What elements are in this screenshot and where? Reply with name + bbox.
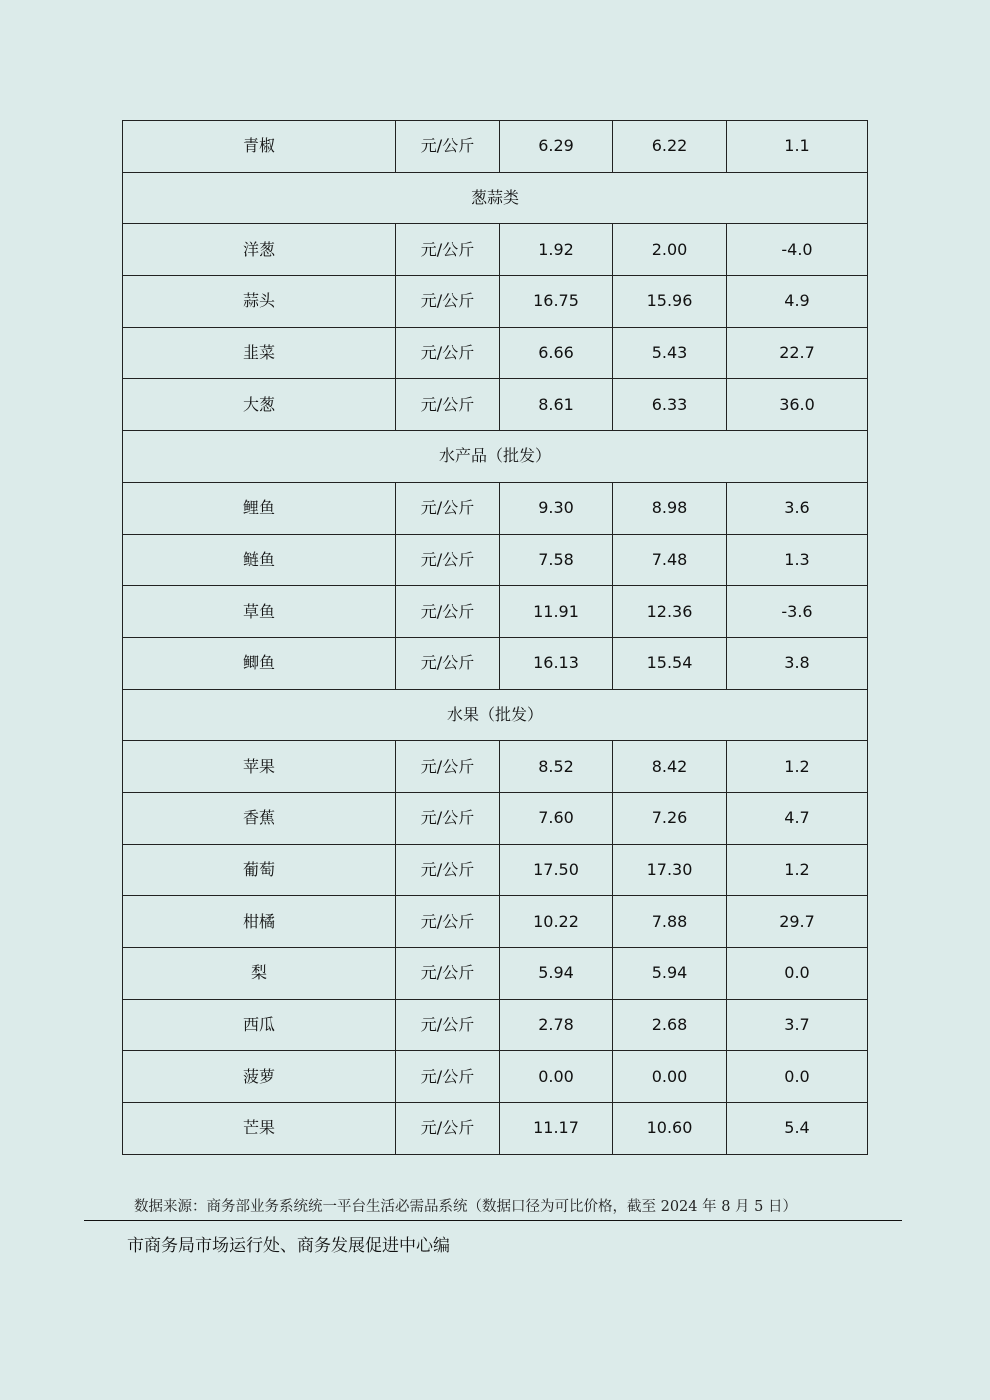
current-price-cell: 9.30 — [500, 482, 613, 534]
change-percent-cell: 4.7 — [727, 792, 868, 844]
previous-price-cell: 8.42 — [613, 741, 727, 793]
previous-price-cell: 17.30 — [613, 844, 727, 896]
table-row — [123, 379, 868, 431]
current-price-cell: 17.50 — [500, 844, 613, 896]
current-price-cell: 5.94 — [500, 948, 613, 1000]
change-percent-cell: 3.8 — [727, 637, 868, 689]
previous-price-cell: 6.22 — [613, 121, 727, 173]
current-price-cell: 16.75 — [500, 276, 613, 328]
table-row — [123, 224, 868, 276]
previous-price-cell: 10.60 — [613, 1103, 727, 1155]
product-name-cell: 柑橘 — [123, 896, 396, 948]
change-percent-cell: 3.6 — [727, 482, 868, 534]
footer-organization: 市商务局市场运行处、商务发展促进中心编 — [127, 1236, 450, 1256]
unit-cell: 元/公斤 — [396, 792, 500, 844]
current-price-cell: 2.78 — [500, 999, 613, 1051]
category-title: 水果（批发） — [123, 689, 868, 741]
table-row — [123, 276, 868, 328]
table-row — [123, 1051, 868, 1103]
previous-price-cell: 7.88 — [613, 896, 727, 948]
product-name-cell: 鲤鱼 — [123, 482, 396, 534]
table-row — [123, 844, 868, 896]
category-row — [123, 431, 868, 483]
product-name-cell: 西瓜 — [123, 999, 396, 1051]
product-name-cell: 鲢鱼 — [123, 534, 396, 586]
current-price-cell: 10.22 — [500, 896, 613, 948]
change-percent-cell: -3.6 — [727, 586, 868, 638]
table-row — [123, 1103, 868, 1155]
unit-cell: 元/公斤 — [396, 276, 500, 328]
previous-price-cell: 2.00 — [613, 224, 727, 276]
category-title: 水产品（批发） — [123, 431, 868, 483]
table-row — [123, 586, 868, 638]
product-name-cell: 苹果 — [123, 741, 396, 793]
current-price-cell: 0.00 — [500, 1051, 613, 1103]
product-name-cell: 草鱼 — [123, 586, 396, 638]
previous-price-cell: 15.96 — [613, 276, 727, 328]
change-percent-cell: 29.7 — [727, 896, 868, 948]
unit-cell: 元/公斤 — [396, 1103, 500, 1155]
change-percent-cell: 36.0 — [727, 379, 868, 431]
unit-cell: 元/公斤 — [396, 741, 500, 793]
change-percent-cell: 4.9 — [727, 276, 868, 328]
category-row — [123, 689, 868, 741]
current-price-cell: 6.66 — [500, 327, 613, 379]
product-name-cell: 葡萄 — [123, 844, 396, 896]
previous-price-cell: 15.54 — [613, 637, 727, 689]
product-name-cell: 韭菜 — [123, 327, 396, 379]
product-name-cell: 香蕉 — [123, 792, 396, 844]
current-price-cell: 7.60 — [500, 792, 613, 844]
previous-price-cell: 7.26 — [613, 792, 727, 844]
product-name-cell: 鲫鱼 — [123, 637, 396, 689]
current-price-cell: 7.58 — [500, 534, 613, 586]
previous-price-cell: 5.94 — [613, 948, 727, 1000]
previous-price-cell: 6.33 — [613, 379, 727, 431]
product-name-cell: 大葱 — [123, 379, 396, 431]
unit-cell: 元/公斤 — [396, 121, 500, 173]
current-price-cell: 11.91 — [500, 586, 613, 638]
unit-cell: 元/公斤 — [396, 637, 500, 689]
change-percent-cell: 1.2 — [727, 741, 868, 793]
table-row — [123, 999, 868, 1051]
previous-price-cell: 12.36 — [613, 586, 727, 638]
data-source-note: 数据来源：商务部业务系统统一平台生活必需品系统（数据口径为可比价格，截至 2024 年 8 月 5 日） — [134, 1199, 798, 1215]
unit-cell: 元/公斤 — [396, 1051, 500, 1103]
change-percent-cell: 1.2 — [727, 844, 868, 896]
previous-price-cell: 0.00 — [613, 1051, 727, 1103]
change-percent-cell: 5.4 — [727, 1103, 868, 1155]
previous-price-cell: 7.48 — [613, 534, 727, 586]
table-row — [123, 534, 868, 586]
unit-cell: 元/公斤 — [396, 379, 500, 431]
change-percent-cell: 0.0 — [727, 1051, 868, 1103]
product-name-cell: 蒜头 — [123, 276, 396, 328]
category-title: 葱蒜类 — [123, 172, 868, 224]
change-percent-cell: -4.0 — [727, 224, 868, 276]
table-row — [123, 792, 868, 844]
footer-divider — [84, 1220, 902, 1221]
unit-cell: 元/公斤 — [396, 844, 500, 896]
current-price-cell: 1.92 — [500, 224, 613, 276]
previous-price-cell: 8.98 — [613, 482, 727, 534]
product-name-cell: 菠萝 — [123, 1051, 396, 1103]
unit-cell: 元/公斤 — [396, 999, 500, 1051]
current-price-cell: 6.29 — [500, 121, 613, 173]
unit-cell: 元/公斤 — [396, 896, 500, 948]
change-percent-cell: 0.0 — [727, 948, 868, 1000]
table-row — [123, 637, 868, 689]
current-price-cell: 16.13 — [500, 637, 613, 689]
table-row — [123, 482, 868, 534]
unit-cell: 元/公斤 — [396, 948, 500, 1000]
product-name-cell: 梨 — [123, 948, 396, 1000]
change-percent-cell: 1.3 — [727, 534, 868, 586]
previous-price-cell: 2.68 — [613, 999, 727, 1051]
table-row — [123, 327, 868, 379]
table-row — [123, 896, 868, 948]
unit-cell: 元/公斤 — [396, 327, 500, 379]
category-row — [123, 172, 868, 224]
price-table — [122, 120, 868, 1155]
current-price-cell: 8.52 — [500, 741, 613, 793]
previous-price-cell: 5.43 — [613, 327, 727, 379]
unit-cell: 元/公斤 — [396, 534, 500, 586]
change-percent-cell: 22.7 — [727, 327, 868, 379]
product-name-cell: 青椒 — [123, 121, 396, 173]
price-table-body — [123, 121, 868, 1155]
current-price-cell: 8.61 — [500, 379, 613, 431]
current-price-cell: 11.17 — [500, 1103, 613, 1155]
table-row — [123, 948, 868, 1000]
change-percent-cell: 1.1 — [727, 121, 868, 173]
product-name-cell: 芒果 — [123, 1103, 396, 1155]
unit-cell: 元/公斤 — [396, 482, 500, 534]
table-row — [123, 741, 868, 793]
product-name-cell: 洋葱 — [123, 224, 396, 276]
table-row — [123, 121, 868, 173]
change-percent-cell: 3.7 — [727, 999, 868, 1051]
unit-cell: 元/公斤 — [396, 224, 500, 276]
unit-cell: 元/公斤 — [396, 586, 500, 638]
